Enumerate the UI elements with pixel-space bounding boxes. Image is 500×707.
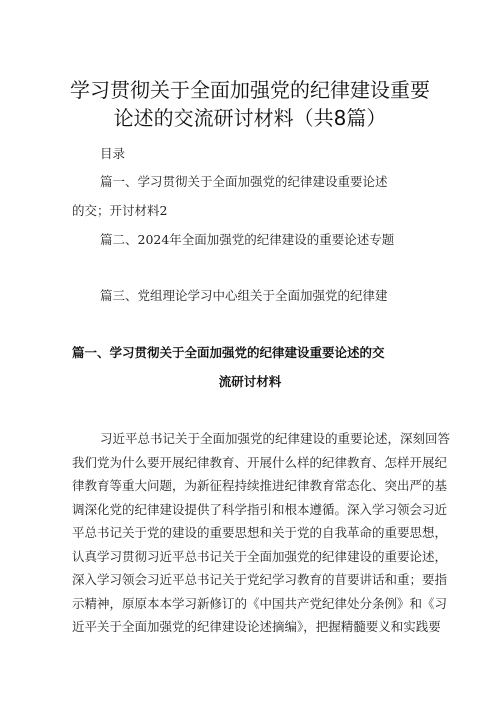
paragraph-line: 近平关于全面加强党的纪律建设论述摘编》，把握精髓要义和实践要 xyxy=(72,619,441,634)
toc-item-1: 篇一、学习贯彻关于全面加强党的纪律建设重要论述 xyxy=(100,174,388,189)
paragraph-line: 我们党为什么要开展纪律教育、开展什么样的纪律教育、怎样开展纪 xyxy=(72,454,448,470)
toc-item-3: 篇三、党组理论学习中心组关于全面加强党的纪律建 xyxy=(100,288,388,303)
paragraph-line: 认真学习贯彻习近平总书记关于全面加强党的纪律建设的重要论述， xyxy=(72,548,448,564)
paragraph-line: 调深化党的纪律建设提供了科学指引和根本遵循。深入学习领会习近 xyxy=(72,501,448,517)
paragraph-line: 习近平总书记关于全面加强党的纪律建设的重要论述，深刻回答 xyxy=(100,431,451,446)
document-title-line-1: 学习贯彻关于全面加强党的纪律建设重要 xyxy=(70,78,430,102)
toc-item-1-continuation: 的交；开讨材料2 xyxy=(72,203,168,218)
paragraph-line: 律教育等重大问题，为新征程持续推进纪律教育常态化、突出严的基 xyxy=(72,478,448,493)
toc-heading: 目录 xyxy=(100,146,126,161)
section-heading-line-1: 篇一、学习贯彻关于全面加强党的纪律建设重要论述的交 xyxy=(72,345,385,360)
toc-item-2: 篇二、2024年全面加强党的纪律建设的重要论述专题 xyxy=(100,232,395,247)
paragraph-line: 示精神，原原本本学习新修订的《中国共产党纪律处分条例》和《习 xyxy=(72,595,448,611)
document-title-line-2: 论述的交流研讨材料（共8篇） xyxy=(113,106,387,130)
paragraph-line: 平总书记关于党的建设的重要思想和关于党的自我革命的重要思想， xyxy=(72,525,448,540)
paragraph-line: 深入学习领会习近平总书记关于党纪学习教育的苜要讲话和重；要指 xyxy=(72,572,448,587)
section-heading-line-2: 流研讨材料 xyxy=(218,374,282,389)
